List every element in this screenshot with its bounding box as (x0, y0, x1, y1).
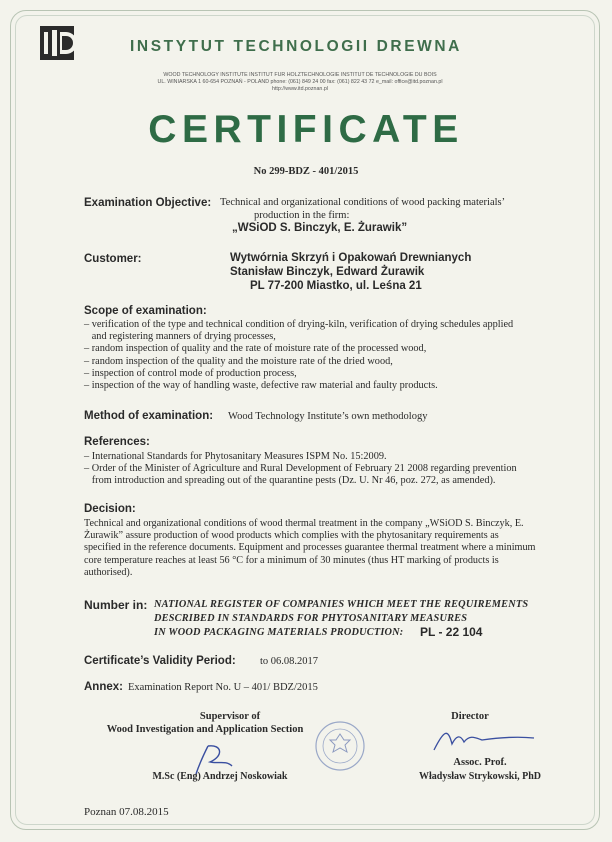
certificate-title: CERTIFICATE (148, 108, 464, 151)
reference-item: from introduction and spreading out of the quarantine pests (Dz. U. Nr 46, poz. 272, as amended). (84, 475, 496, 487)
scope-item: and registering manners of drying processes, (84, 331, 276, 343)
customer-line3: PL 77-200 Miastko, ul. Leśna 21 (250, 280, 422, 292)
scope-item: – random inspection of quality and the rate of moisture rate of the processed wood, (84, 343, 427, 355)
place-date: Poznan 07.08.2015 (84, 806, 169, 818)
customer-line1: Wytwórnia Skrzyń i Opakowań Drewnianych (230, 252, 472, 264)
supervisor-title1: Supervisor of (199, 711, 261, 722)
decision-line: authorised). (84, 566, 133, 578)
supervisor-name: M.Sc (Eng) Andrzej Noskowiak (152, 771, 288, 782)
decision-line: core temperature reaches at least 56 °C for a minimum of 30 minutes (thus HT marking of products is (84, 554, 499, 566)
register-line2: DESCRIBED IN STANDARDS FOR PHYTOSANITARY MEASURES (154, 613, 468, 624)
decision-line: Technical and organizational conditions of wood thermal treatment in the company „WSiOD S. Binczyk, E. (84, 518, 524, 529)
references-list (84, 451, 584, 488)
director-name: Władysław Strykowski, PhD (419, 771, 541, 782)
customer-label: Customer: (84, 253, 142, 265)
institute-website: http://www.itd.poznan.pl (272, 86, 328, 92)
validity-label: Certificate’s Validity Period: (84, 655, 236, 667)
decision-label: Decision: (84, 503, 136, 515)
annex-label: Annex: (84, 681, 123, 693)
certificate-number: No 299-BDZ - 401/2015 (253, 166, 359, 177)
scope-item: – verification of the type and technical condition of drying-kiln, verification of drying schedules applied (84, 319, 514, 330)
objective-line2: production in the firm: (254, 210, 350, 221)
reference-item: – Order of the Minister of Agriculture and Rural Development of February 21 2008 regarding prevention (84, 463, 517, 475)
objective-line1: Technical and organizational conditions of wood packing materials’ (220, 197, 506, 208)
scope-label: Scope of examination: (84, 305, 207, 317)
scope-item: – inspection of control mode of production process, (84, 367, 297, 379)
director-role: Assoc. Prof. (453, 757, 507, 768)
institute-subtitle: WOOD TECHNOLOGY INSTITUTE INSTITUT FUR HOLZTECHNOLOGIE INSTITUT DE TECHNOLOGIE DU BOIS (163, 72, 437, 78)
annex-value: Examination Report No. U – 401/ BDZ/2015 (128, 682, 318, 693)
objective-label: Examination Objective: (84, 197, 212, 209)
scope-item: – inspection of the way of handling waste, defective raw material and faulty products. (84, 380, 438, 392)
supervisor-title2: Wood Investigation and Application Section (106, 724, 304, 735)
register-number: PL - 22 104 (420, 625, 483, 639)
institute-address: UL. WINIARSKA 1 60-654 POZNAŃ - POLAND phone: (061) 849 24 00 fax: (061) 822 43 72 e_mail: office@itd.poznan.pl (157, 79, 443, 85)
scope-list (84, 319, 584, 392)
official-stamp-icon (314, 720, 366, 772)
decision-text (84, 518, 584, 579)
decision-line: specified in the reference documents. Equipment and processes guarantee thermal treatment where a minimum (84, 542, 536, 554)
references-label: References: (84, 436, 150, 448)
objective-firm: „WSiOD S. Binczyk, E. Żurawik” (232, 222, 408, 234)
method-value: Wood Technology Institute’s own methodology (228, 411, 428, 422)
institute-name: INSTYTUT TECHNOLOGII DREWNA (130, 38, 462, 55)
method-label: Method of examination: (84, 410, 214, 422)
validity-value: to 06.08.2017 (260, 656, 319, 667)
institute-logo-icon (40, 26, 74, 60)
decision-line: Żurawik” assure production of wood products which complies with the phytosanitary requirements as (84, 530, 499, 542)
director-signature-icon (430, 724, 540, 756)
register-line1: NATIONAL REGISTER OF COMPANIES WHICH MEET THE REQUIREMENTS (154, 599, 529, 610)
scope-item: – random inspection of the quality and the moisture rate of the dried wood, (84, 355, 393, 367)
register-line3: IN WOOD PACKAGING MATERIALS PRODUCTION: (154, 627, 404, 638)
number-in-label: Number in: (84, 598, 148, 612)
customer-line2: Stanisław Binczyk, Edward Żurawik (230, 266, 425, 278)
director-title: Director (451, 711, 489, 722)
reference-item: – International Standards for Phytosanitary Measures ISPM No. 15:2009. (84, 451, 387, 462)
